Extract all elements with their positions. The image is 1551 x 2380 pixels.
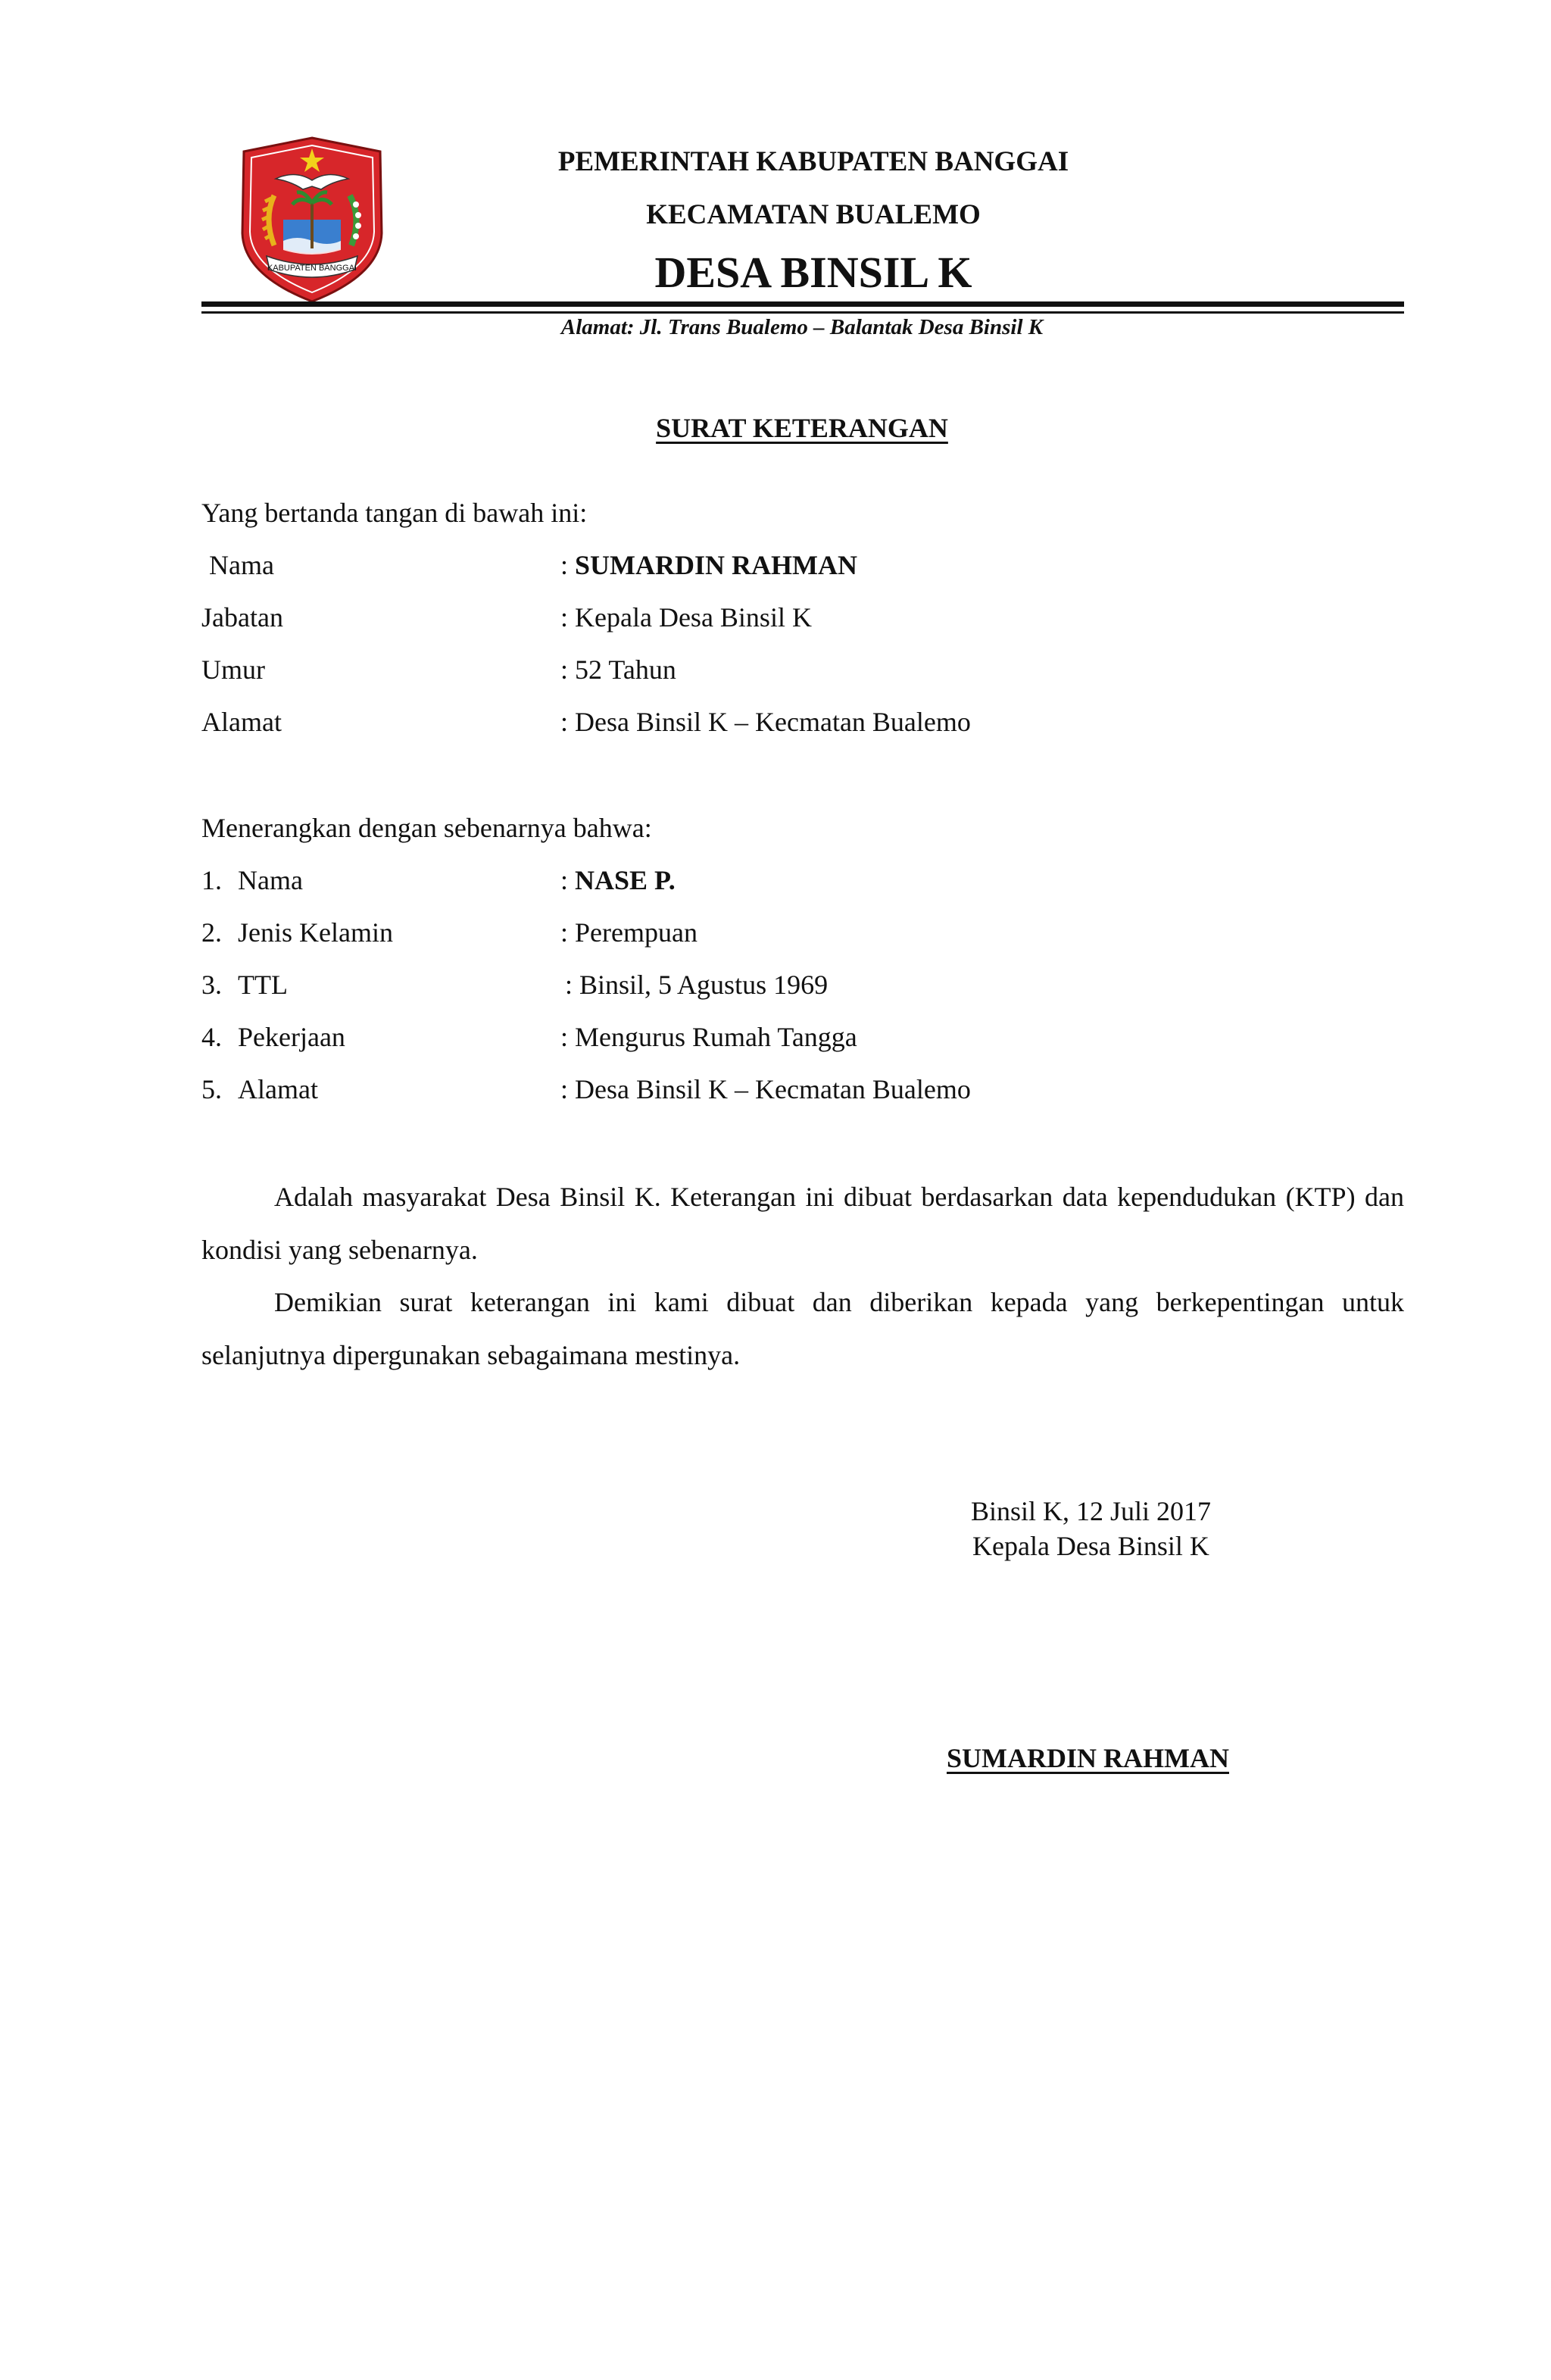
subject-value: : Perempuan [560, 917, 697, 948]
statement-intro: Menerangkan dengan sebenarnya bahwa: [201, 813, 652, 843]
subject-value: : Binsil, 5 Agustus 1969 [565, 970, 829, 1000]
signer-alamat-label: Alamat [201, 707, 282, 737]
subject-label: Nama [238, 865, 303, 895]
letter-title: SURAT KETERANGAN [656, 413, 948, 443]
subject-label: TTL [238, 970, 288, 1000]
subject-value: : Desa Binsil K – Kecmatan Bualemo [560, 1074, 971, 1104]
subject-num: 1. [201, 865, 222, 895]
signer-umur-value: : 52 Tahun [560, 654, 676, 685]
subject-value: : NASE P. [560, 865, 676, 895]
signer-jabatan-label: Jabatan [201, 602, 283, 632]
body-paragraph-1: Adalah masyarakat Desa Binsil K. Keterangan ini dibuat berdasarkan data kependudukan (KTP) dan kondisi yang sebenarnya. [201, 1182, 1404, 1265]
signer-nama-value: : SUMARDIN RAHMAN [560, 550, 857, 580]
subject-num: 2. [201, 917, 222, 948]
signer-umur-label: Umur [201, 654, 265, 685]
subject-num: 5. [201, 1074, 222, 1104]
signature-place-date: Binsil K, 12 Juli 2017 [971, 1496, 1212, 1526]
letterhead-government: PEMERINTAH KABUPATEN BANGGAI [557, 146, 1069, 177]
letterhead-divider-thick [201, 301, 1404, 307]
intro-text: Yang bertanda tangan di bawah ini: [201, 498, 588, 528]
letterhead-address: Alamat: Jl. Trans Bualemo – Balantak Desa Binsil K [560, 315, 1044, 339]
subject-num: 3. [201, 970, 222, 1000]
subject-label: Pekerjaan [238, 1022, 345, 1052]
subject-num: 4. [201, 1022, 222, 1052]
subject-label: Alamat [238, 1074, 318, 1104]
subject-value: : Mengurus Rumah Tangga [560, 1022, 857, 1052]
signature-position: Kepala Desa Binsil K [972, 1531, 1209, 1561]
signer-jabatan-value: : Kepala Desa Binsil K [560, 602, 812, 632]
letterhead-district: KECAMATAN BUALEMO [646, 199, 981, 230]
emblem-ribbon-text: KABUPATEN BANGGAI [267, 264, 357, 273]
letterhead-divider-thin [201, 311, 1404, 314]
body-paragraph-2: Demikian surat keterangan ini kami dibuat dan diberikan kepada yang berkepentingan untuk selanjutnya dipergunakan sebagaimana mestinya. [201, 1287, 1404, 1370]
signature-name: SUMARDIN RAHMAN [947, 1743, 1229, 1773]
signer-alamat-value: : Desa Binsil K – Kecmatan Bualemo [560, 707, 971, 737]
letterhead-village: DESA BINSIL K [654, 248, 972, 297]
signer-nama-label: Nama [209, 550, 274, 580]
subject-label: Jenis Kelamin [238, 917, 393, 948]
